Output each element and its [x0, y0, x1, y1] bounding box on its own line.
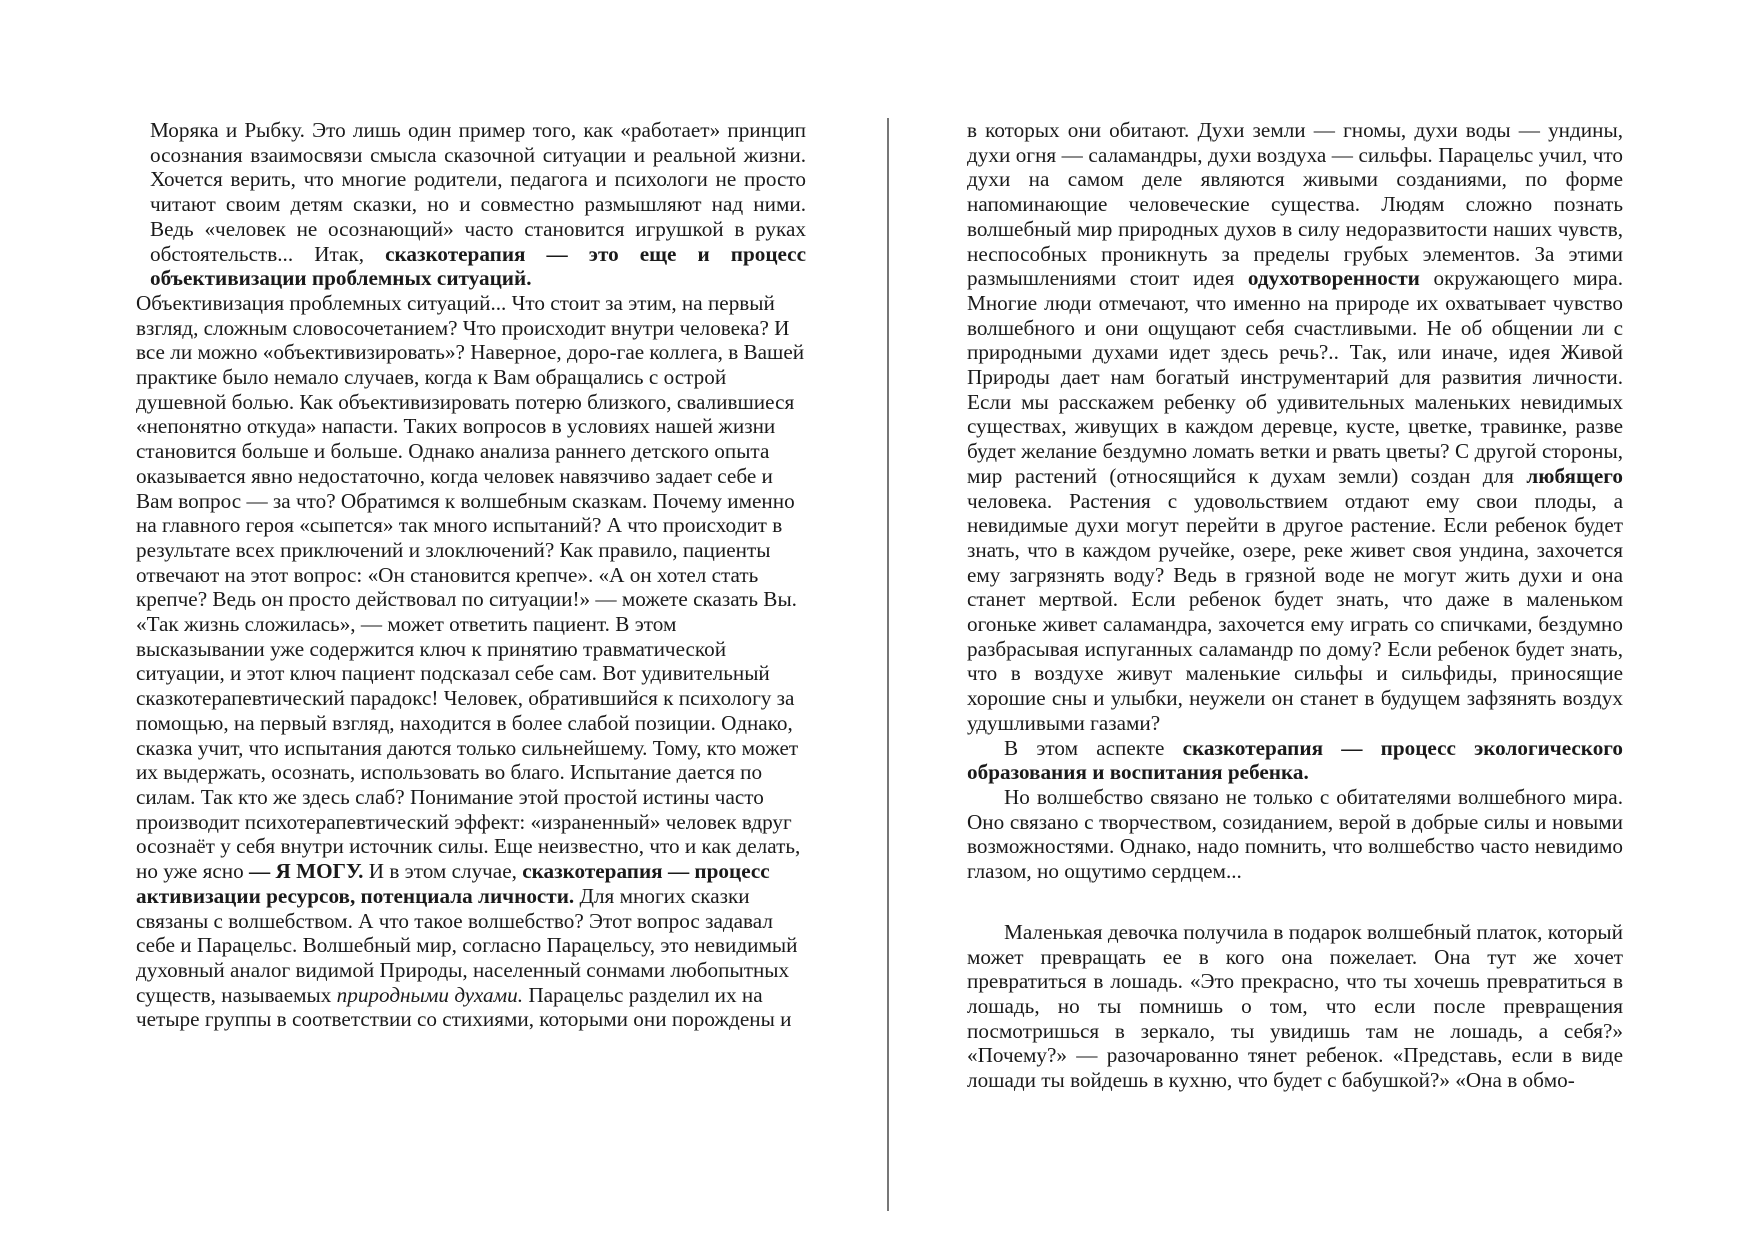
bold-text-run: сказкотерапия — процесс активизации ресурсов, потенциала личности.	[136, 859, 770, 908]
text-run: Но волшебство связано не только с обитателями волшебного мира. Оно связано с творчеством, созиданием, верой в добрые силы и новыми возможностями. Однако, надо помнить, что волшебство часто невидимо глазом, но ощутимо сердцем...	[967, 784, 1623, 884]
right-paragraph-3	[967, 785, 1623, 884]
bold-text-run: сказкотерапия — это еще и процесс объективизации проблемных ситуаций.	[150, 241, 806, 291]
left-paragraph-2	[136, 291, 806, 1032]
bold-text-run: одухотворенности	[1247, 266, 1420, 291]
text-run: в которых они обитают. Духи земли — гномы, духи воды — ундины, духи огня — саламандры, духи воздуха — сильфы. Парацельс учил, что духи на самом деле являются живыми созданиями, по форме напоминающие человеческие существа. Людям сложно познать волшебный мир природных духов в силу недоразвитости наших чувств, неспособных проникнуть за пределы грубых элементов. За этими размышлениями стоит идея	[967, 118, 1623, 291]
text-run: И в этом случае,	[363, 859, 523, 884]
text-run: Объективизация проблемных ситуаций... Что стоит за этим, на первый взгляд, сложным словосочетанием? Что происходит внутри человека? И все ли можно «объективизировать»? Наверное, доро-гае коллега, в Вашей практике было немало случаев, когда к Вам обращались с острой душевной болью. Как объективизировать потерю близкого, свалившиеся «непонятно откуда» напасти. Таких вопросов в условиях нашей жизни становится больше и больше. Однако анализа раннего детского опыта оказывается явно недостаточно, когда человек навязчиво задает себе и Вам вопрос — за что? Обратимся к волшебным сказкам. Почему именно на главного героя «сыпется» так много испытаний? А что происходит в результате всех приключений и злоключений? Как правило, пациенты отвечают на этот вопрос: «Он становится крепче». «А он хотел стать крепче? Ведь он просто действовал по ситуации!» — можете сказать Вы. «Так жизнь сложилась», — может ответить пациент. В этом высказывании уже содержится ключ к принятию травматической ситуации, и этот ключ пациент подсказал себе сам. Вот удивительный сказкотерапевтический парадокс! Человек, обратившийся к психологу за помощью, на первый взгляд, находится в более слабой позиции. Однако, сказка учит, что испытания даются только сильнейшему. Тому, кто может их выдержать, осознать, использовать во благо. Испытание дается по силам. Так кто же здесь слаб? Понимание этой простой истины часто производит психотерапевтический эффект: «израненный» человек вдруг осознаёт у себя внутри источник силы. Еще неизвестно, что и как делать, но уже ясно	[136, 290, 805, 884]
right-page	[967, 118, 1623, 1093]
right-paragraph-2	[967, 736, 1623, 785]
text-run: Для многих сказки связаны с волшебством. А что такое волшебство? Этот вопрос задавал себе и Парацельс. Волшебный мир, согласно Парацельсу, это невидимый духовный аналог видимой Природы, населенный сонмами любопытных существ, называемых	[136, 883, 798, 1007]
italic-text-run: природными духами.	[336, 982, 524, 1007]
right-paragraph-4	[967, 920, 1623, 1093]
bold-text-run: любящего	[1526, 463, 1623, 488]
text-run: Моряка и Рыбку. Это лишь один пример того, как «работает» принцип осознания взаимосвязи смысла сказочной ситуации и реальной жизни. Хочется верить, что многие родители, педагога и психологи не просто читают своим детям сказки, но и совместно размышляют над ними. Ведь «человек не осознающий» часто становится игрушкой в руках обстоятельств... Итак,	[150, 118, 806, 266]
text-run: В этом аспекте	[1004, 735, 1183, 760]
text-run: Маленькая девочка получила в подарок волшебный платок, который может превращать ее в кого она пожелает. Она тут же хочет превратиться в лошадь. «Это прекрасно, что ты хочешь превратиться в лошадь, но ты помнишь о том, что если после превращения посмотришься в зеркало, ты увидишь там не лошадь, а себя?» «Почему?» — разочарованно тянет ребенок. «Представь, если в виде лошади ты войдешь в кухню, что будет с бабушкой?» «Она в обмо-	[967, 919, 1623, 1093]
paragraph-gap	[967, 884, 1623, 920]
bold-text-run: сказкотерапия — процесс экологического образования и воспитания ребенка.	[967, 735, 1623, 785]
text-run: человека. Растения с удовольствием отдают ему свои плоды, а невидимые духи могут перейти в другое растение. Если ребенок будет знать, что в каждом ручейке, озере, реке живет своя ундина, захочется ему загрязнять воду? Ведь в грязной воде не могут жить духи и она станет мертвой. Если ребенок будет знать, что даже в маленьком огоньке живет саламандра, захочется ему играть со спичками, бездумно разбрасывая испуганных саламандр по дому? Если ребенок будет знать, что в воздухе живут маленькие сильфы и сильфиды, приносящие хорошие сны и улыбки, неужели он станет в будущем зафзянять воздух удушливыми газами?	[967, 488, 1623, 735]
bold-text-run: — Я МОГУ.	[248, 859, 364, 884]
text-run: Парацельс разделил их на четыре группы в соответствии со стихиями, которыми они порождены и	[136, 982, 792, 1032]
text-run: окружающего мира. Многие люди отмечают, что именно на природе их охватывает чувство волшебного и они ощущают себя счастливыми. Не об общении ли с природными духами идет здесь речь?.. Так, или иначе, идея Живой Природы дает нам богатый инструментарий для развития личности. Если мы расскажем ребенку об удивительных маленьких невидимых существах, живущих в каждом деревце, кусте, цветке, травинке, разве будет желание бездумно ломать ветки и рвать цветы? С другой стороны, мир растений (относящийся к духам земли) создан для	[967, 266, 1624, 488]
right-paragraph-1	[967, 118, 1623, 736]
page-divider	[887, 118, 889, 1211]
left-paragraph-1	[136, 118, 806, 291]
left-page	[136, 118, 806, 1032]
